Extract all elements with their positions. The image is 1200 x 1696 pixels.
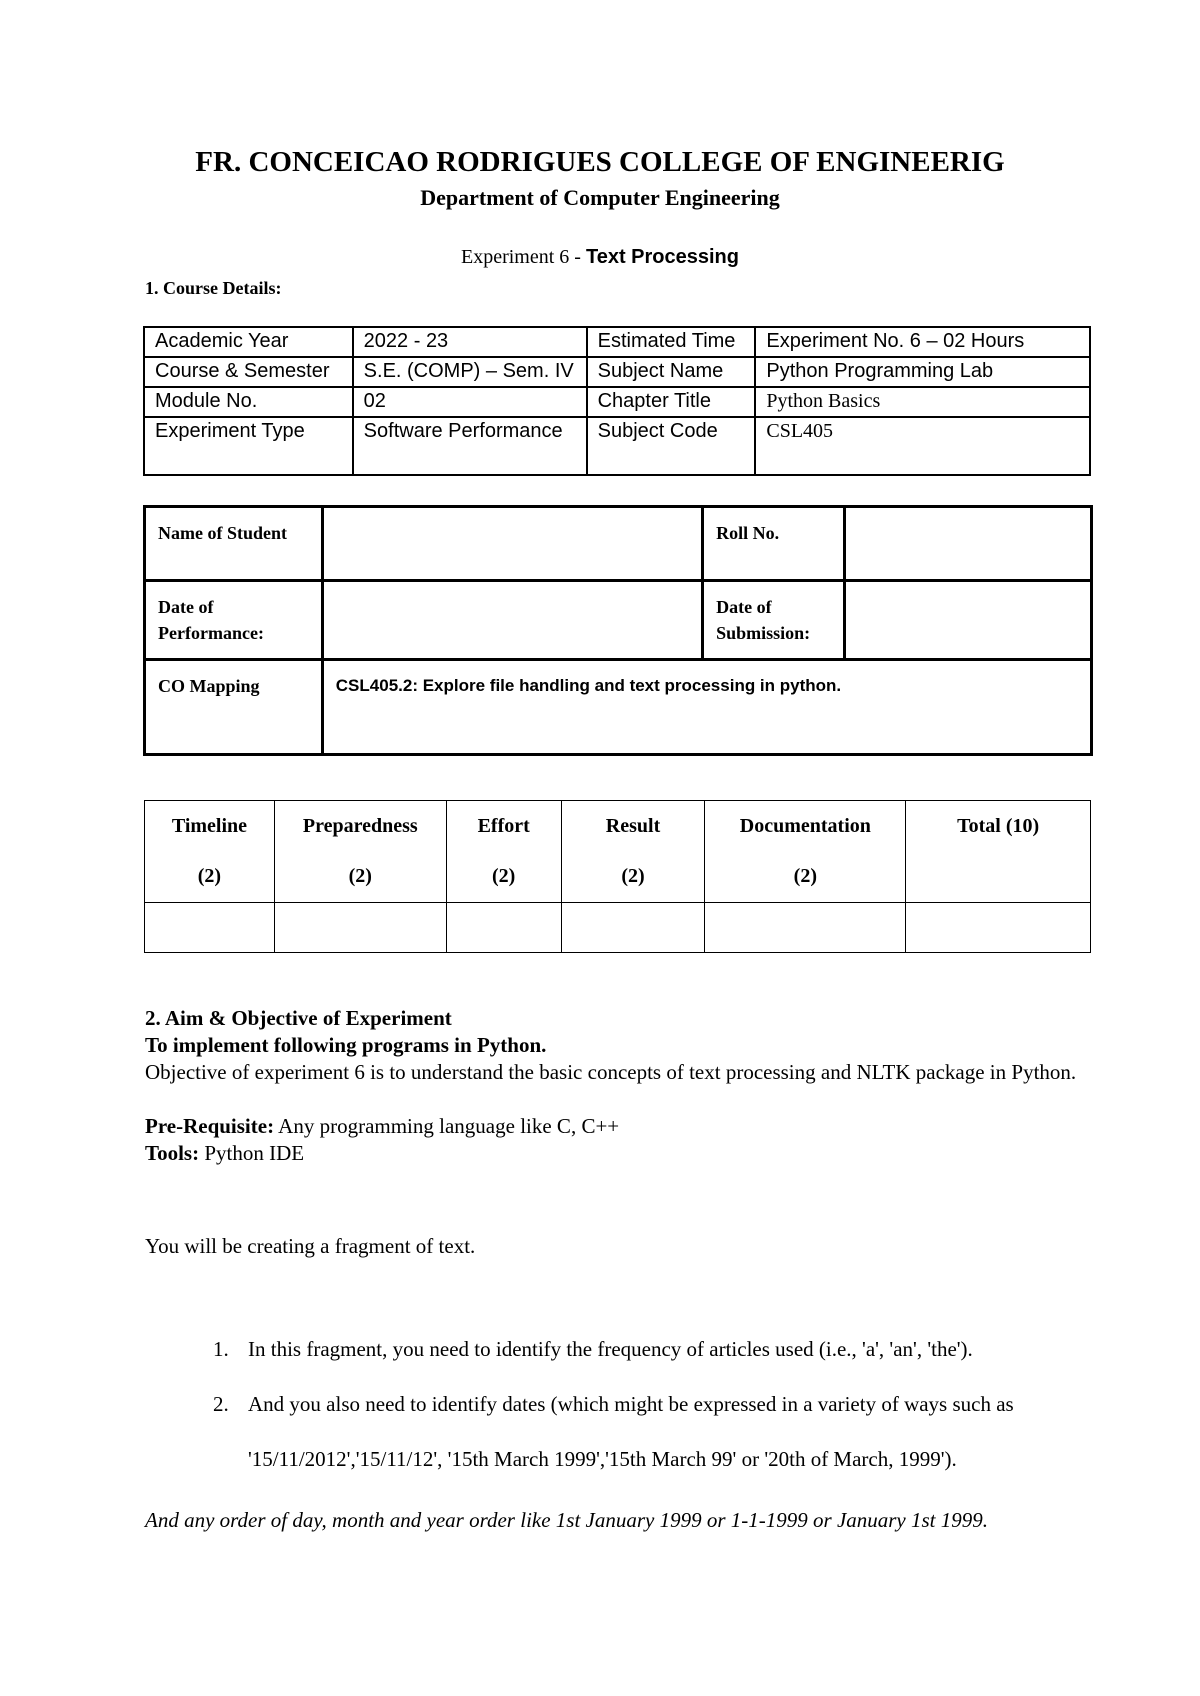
marks-cell [145, 903, 275, 953]
table-row [145, 581, 1092, 660]
list-number: 1. [213, 1337, 229, 1361]
list-text: And you also need to identify dates (which might be expressed in a variety of ways such as '15/11/2012','15/11/12', '15th March 1999','15th March 99' or '20th of March, 1999'). [248, 1392, 1014, 1471]
roll-no-value [845, 507, 1092, 581]
table-row [145, 507, 1092, 581]
course-cell-label: Experiment Type [144, 417, 353, 475]
course-cell-value: Experiment No. 6 – 02 Hours [755, 327, 1090, 357]
task-list [145, 1322, 1135, 1487]
table-row [144, 327, 1090, 357]
department-title: Department of Computer Engineering [420, 185, 780, 210]
course-cell-label: Subject Code [587, 417, 756, 475]
course-cell-value: Python Programming Lab [755, 357, 1090, 387]
table-row [144, 417, 1090, 475]
student-name-value [322, 507, 702, 581]
table-row [145, 660, 1092, 755]
marks-header-cell [274, 801, 446, 903]
student-info-table [143, 505, 1093, 756]
marks-header-cell [705, 801, 906, 903]
marks-cell [274, 903, 446, 953]
marks-cell [446, 903, 561, 953]
list-item [145, 1377, 1135, 1487]
prerequisite-value: Any programming language like C, C++ [274, 1114, 620, 1138]
course-cell-value: 02 [353, 387, 587, 417]
tools-value: Python IDE [199, 1141, 305, 1165]
course-cell-label: Course & Semester [144, 357, 353, 387]
course-details-heading: 1. Course Details: [145, 278, 282, 298]
marks-table [144, 800, 1091, 953]
course-cell-label: Module No. [144, 387, 353, 417]
marks-cell [906, 903, 1091, 953]
marks-cell [561, 903, 705, 953]
final-note: And any order of day, month and year order like 1st January 1999 or 1-1-1999 or January 1st 1999. [145, 1508, 989, 1532]
list-item [145, 1322, 1135, 1377]
list-text: In this fragment, you need to identify the frequency of articles used (i.e., 'a', 'an', 'the'). [248, 1337, 973, 1361]
marks-col-points: (2) [492, 865, 516, 887]
marks-col-points: (2) [621, 865, 645, 887]
table-row [145, 903, 1091, 953]
table-row [144, 357, 1090, 387]
course-cell-value: Python Basics [755, 387, 1090, 417]
aim-heading: 2. Aim & Objective of Experiment [145, 1006, 452, 1030]
table-row [145, 801, 1091, 903]
date-submission-value [845, 581, 1092, 660]
marks-cell [705, 903, 906, 953]
date-performance-label: Date of Performance: [145, 581, 323, 660]
course-details-table [143, 326, 1091, 476]
intro-text: You will be creating a fragment of text. [145, 1234, 476, 1258]
marks-header-cell [446, 801, 561, 903]
experiment-title [0, 246, 1200, 269]
list-number: 2. [213, 1392, 229, 1416]
marks-col-name: Effort [477, 815, 530, 837]
table-row [144, 387, 1090, 417]
tools-label: Tools: [145, 1141, 200, 1165]
prerequisite-label: Pre-Requisite: [145, 1114, 275, 1138]
aim-subheading: To implement following programs in Python. [145, 1033, 547, 1057]
marks-col-name: Documentation [739, 815, 871, 837]
aim-section [145, 1005, 1135, 1260]
tools-line [145, 1140, 1135, 1167]
marks-header-cell [906, 801, 1091, 903]
experiment-name: Text Processing [585, 246, 739, 268]
date-performance-value [322, 581, 702, 660]
marks-col-name: Timeline [171, 815, 248, 837]
marks-col-points: (2) [793, 865, 817, 887]
marks-col-points: (2) [348, 865, 372, 887]
prerequisite-line [145, 1113, 1135, 1140]
course-cell-value: CSL405 [755, 417, 1090, 475]
marks-col-name: Result [605, 815, 661, 837]
marks-header-cell [145, 801, 275, 903]
marks-col-name: Total (10) [957, 815, 1040, 837]
course-cell-label: Academic Year [144, 327, 353, 357]
co-mapping-label: CO Mapping [145, 660, 323, 755]
marks-col-points: (2) [197, 865, 222, 887]
marks-header-cell [561, 801, 705, 903]
marks-col-name: Preparedness [302, 815, 418, 837]
course-cell-label: Subject Name [587, 357, 756, 387]
course-cell-value: S.E. (COMP) – Sem. IV [353, 357, 587, 387]
student-name-label: Name of Student [145, 507, 323, 581]
course-cell-value: Software Performance [353, 417, 587, 475]
course-cell-label: Estimated Time [587, 327, 756, 357]
aim-objective: Objective of experiment 6 is to understand the basic concepts of text processing and NLTK package in Python. [145, 1060, 1077, 1084]
date-submission-label: Date of Submission: [703, 581, 845, 660]
course-cell-label: Chapter Title [587, 387, 756, 417]
course-cell-value: 2022 - 23 [353, 327, 587, 357]
college-title: FR. CONCEICAO RODRIGUES COLLEGE OF ENGINEERIG [195, 146, 1005, 178]
roll-no-label: Roll No. [703, 507, 845, 581]
co-mapping-value: CSL405.2: Explore file handling and text processing in python. [322, 660, 1091, 755]
experiment-prefix: Experiment 6 - [461, 246, 586, 268]
